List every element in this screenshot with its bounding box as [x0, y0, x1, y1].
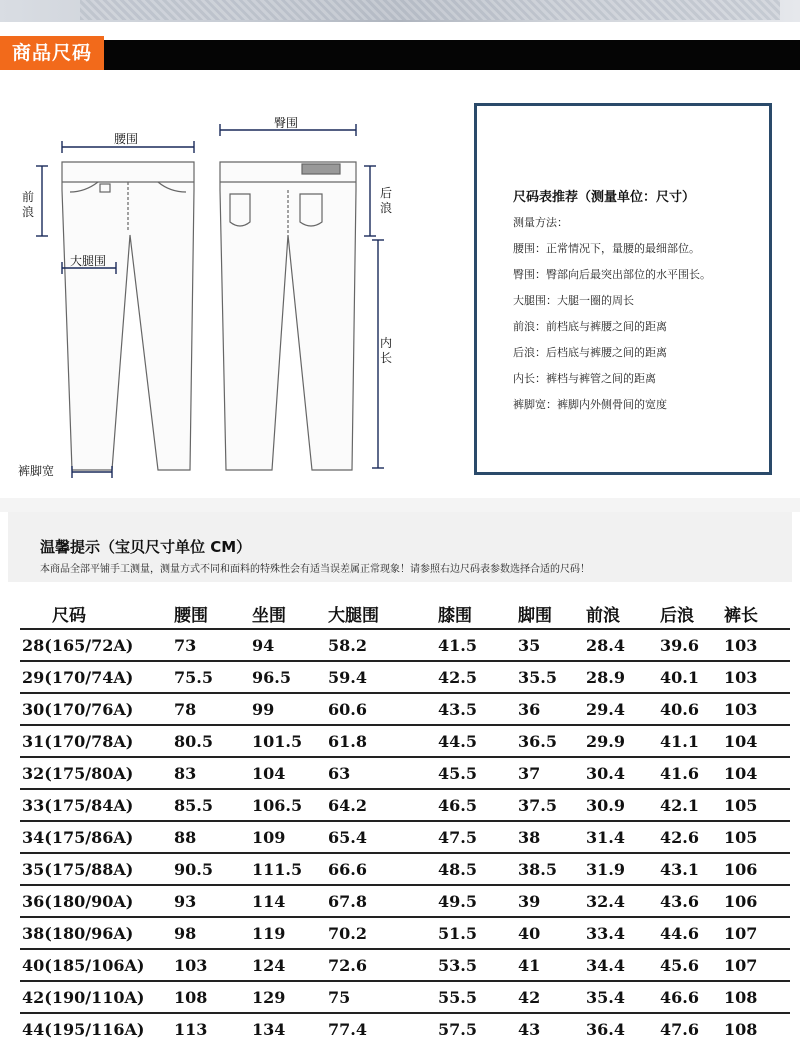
guide-item: 前浪：前档底与裤腰之间的距离	[513, 320, 667, 333]
measurement-cell: 72.6	[322, 949, 432, 981]
inseam-label: 内长	[380, 336, 393, 365]
measurement-cell: 41.6	[654, 757, 718, 789]
measurement-cell: 106	[718, 853, 790, 885]
jeans-illustration	[0, 100, 460, 490]
guide-item: 裤脚宽：裤脚内外侧骨间的宽度	[513, 398, 667, 411]
measurement-cell: 31.4	[580, 821, 654, 853]
table-row	[20, 917, 790, 949]
waist-label: 腰围	[114, 132, 139, 146]
measurement-cell: 111.5	[246, 853, 322, 885]
column-header: 大腿围	[328, 605, 379, 626]
measurement-cell: 38.5	[512, 853, 580, 885]
table-row	[20, 885, 790, 917]
size-cell: 29(170/74A)	[20, 661, 168, 693]
measurement-cell: 29.9	[580, 725, 654, 757]
measurement-cell: 75.5	[168, 661, 246, 693]
measurement-cell: 46.6	[654, 981, 718, 1013]
table-header-row	[20, 598, 790, 629]
measurement-cell: 105	[718, 789, 790, 821]
front-rise-label: 前浪	[22, 190, 35, 219]
column-header: 前浪	[586, 605, 620, 626]
measurement-cell: 53.5	[432, 949, 512, 981]
size-cell: 34(175/86A)	[20, 821, 168, 853]
measurement-cell: 129	[246, 981, 322, 1013]
back-rise-label: 后浪	[380, 186, 393, 215]
measurement-cell: 33.4	[580, 917, 654, 949]
guide-item: 臀围：臀部向后最突出部位的水平围长。	[513, 268, 711, 281]
size-cell: 42(190/110A)	[20, 981, 168, 1013]
measurement-cell: 65.4	[322, 821, 432, 853]
measurement-cell: 35.4	[580, 981, 654, 1013]
measurement-cell: 41	[512, 949, 580, 981]
guide-title: 尺码表推荐（测量单位：尺寸）	[513, 190, 696, 205]
measurement-cell: 39	[512, 885, 580, 917]
measurement-cell: 70.2	[322, 917, 432, 949]
measurement-cell: 49.5	[432, 885, 512, 917]
table-row	[20, 725, 790, 757]
measurement-cell: 107	[718, 917, 790, 949]
measurement-cell: 46.5	[432, 789, 512, 821]
size-cell: 28(165/72A)	[20, 629, 168, 661]
column-header: 后浪	[660, 605, 694, 626]
column-header: 膝围	[438, 605, 472, 626]
measurement-cell: 63	[322, 757, 432, 789]
size-cell: 31(170/78A)	[20, 725, 168, 757]
guide-item: 内长：裤档与裤管之间的距离	[513, 372, 656, 385]
product-photo-strip	[0, 0, 800, 22]
guide-item: 后浪：后档底与裤腰之间的距离	[513, 346, 667, 359]
measurement-cell: 96.5	[246, 661, 322, 693]
table-row	[20, 693, 790, 725]
measurement-cell: 103	[168, 949, 246, 981]
measurement-cell: 73	[168, 629, 246, 661]
measurement-cell: 38	[512, 821, 580, 853]
size-notice	[8, 512, 792, 582]
measurement-cell: 39.6	[654, 629, 718, 661]
notice-text: 本商品全部平铺手工测量，测量方式不同和面料的特殊性会有适当误差属正常现象！请参照右边尺码表参数选择合适的尺码！	[40, 564, 590, 575]
table-row	[20, 981, 790, 1013]
measurement-cell: 106.5	[246, 789, 322, 821]
leg-opening-label: 裤脚宽	[18, 464, 55, 478]
measurement-cell: 99	[246, 693, 322, 725]
measurement-cell: 42.5	[432, 661, 512, 693]
measurement-cell: 44.6	[654, 917, 718, 949]
measurement-cell: 105	[718, 821, 790, 853]
size-table-body	[20, 629, 790, 1044]
measurement-cell: 66.6	[322, 853, 432, 885]
measurement-cell: 32.4	[580, 885, 654, 917]
measurement-cell: 134	[246, 1013, 322, 1044]
table-row	[20, 661, 790, 693]
measurement-cell: 103	[718, 661, 790, 693]
measurement-cell: 119	[246, 917, 322, 949]
table-row	[20, 789, 790, 821]
jeans-diagram	[0, 100, 460, 490]
measurement-cell: 109	[246, 821, 322, 853]
measurement-cell: 108	[718, 1013, 790, 1044]
measurement-cell: 104	[246, 757, 322, 789]
table-row	[20, 757, 790, 789]
thigh-label: 大腿围	[70, 254, 107, 268]
table-row	[20, 1013, 790, 1044]
measurement-cell: 34.4	[580, 949, 654, 981]
measurement-cell: 45.5	[432, 757, 512, 789]
measurement-cell: 44.5	[432, 725, 512, 757]
table-row	[20, 949, 790, 981]
measurement-cell: 83	[168, 757, 246, 789]
measurement-cell: 103	[718, 693, 790, 725]
measurement-cell: 36.4	[580, 1013, 654, 1044]
measurement-cell: 104	[718, 725, 790, 757]
measurement-cell: 37.5	[512, 789, 580, 821]
measurement-cell: 37	[512, 757, 580, 789]
hip-label: 臀围	[274, 116, 299, 130]
guide-method: 测量方法：	[513, 216, 568, 229]
measurement-cell: 48.5	[432, 853, 512, 885]
size-table	[20, 598, 790, 1044]
column-header: 裤长	[724, 605, 758, 626]
measurement-cell: 47.5	[432, 821, 512, 853]
measurement-cell: 58.2	[322, 629, 432, 661]
measurement-cell: 113	[168, 1013, 246, 1044]
measurement-cell: 51.5	[432, 917, 512, 949]
measurement-cell: 30.4	[580, 757, 654, 789]
measurement-cell: 61.8	[322, 725, 432, 757]
measurement-cell: 29.4	[580, 693, 654, 725]
measurement-cell: 40.6	[654, 693, 718, 725]
measurement-cell: 36.5	[512, 725, 580, 757]
size-cell: 33(175/84A)	[20, 789, 168, 821]
measurement-cell: 98	[168, 917, 246, 949]
measurement-cell: 36	[512, 693, 580, 725]
measurement-cell: 94	[246, 629, 322, 661]
measurement-cell: 59.4	[322, 661, 432, 693]
measurement-cell: 104	[718, 757, 790, 789]
column-header: 坐围	[252, 605, 286, 626]
measurement-cell: 28.9	[580, 661, 654, 693]
measurement-cell: 42.6	[654, 821, 718, 853]
size-cell: 44(195/116A)	[20, 1013, 168, 1044]
column-header: 腰围	[174, 605, 208, 626]
measurement-cell: 41.1	[654, 725, 718, 757]
measurement-cell: 67.8	[322, 885, 432, 917]
section-divider	[0, 498, 800, 512]
measurement-cell: 101.5	[246, 725, 322, 757]
measurement-cell: 43.5	[432, 693, 512, 725]
measurement-cell: 85.5	[168, 789, 246, 821]
column-header: 尺码	[52, 605, 86, 626]
measurement-cell: 28.4	[580, 629, 654, 661]
measurement-cell: 106	[718, 885, 790, 917]
table-row	[20, 821, 790, 853]
size-cell: 35(175/88A)	[20, 853, 168, 885]
column-header: 脚围	[518, 605, 552, 626]
measurement-cell: 55.5	[432, 981, 512, 1013]
measurement-cell: 90.5	[168, 853, 246, 885]
measurement-cell: 108	[718, 981, 790, 1013]
measurement-cell: 35.5	[512, 661, 580, 693]
measurement-cell: 60.6	[322, 693, 432, 725]
size-cell: 30(170/76A)	[20, 693, 168, 725]
measurement-cell: 43	[512, 1013, 580, 1044]
measurement-cell: 43.6	[654, 885, 718, 917]
measurement-cell: 124	[246, 949, 322, 981]
measurement-cell: 88	[168, 821, 246, 853]
size-cell: 38(180/96A)	[20, 917, 168, 949]
size-cell: 32(175/80A)	[20, 757, 168, 789]
measurement-cell: 42.1	[654, 789, 718, 821]
measurement-cell: 78	[168, 693, 246, 725]
measurement-cell: 64.2	[322, 789, 432, 821]
guide-item: 大腿围：大腿一圈的周长	[513, 294, 634, 307]
measurement-cell: 103	[718, 629, 790, 661]
measurement-cell: 40	[512, 917, 580, 949]
measurement-cell: 114	[246, 885, 322, 917]
measurement-cell: 31.9	[580, 853, 654, 885]
section-header-bar	[0, 40, 800, 70]
guide-item: 腰围：正常情况下，量腰的最细部位。	[513, 242, 700, 255]
measurement-cell: 47.6	[654, 1013, 718, 1044]
table-row	[20, 853, 790, 885]
measurement-cell: 42	[512, 981, 580, 1013]
measurement-cell: 45.6	[654, 949, 718, 981]
measurement-cell: 40.1	[654, 661, 718, 693]
size-cell: 40(185/106A)	[20, 949, 168, 981]
measurement-cell: 107	[718, 949, 790, 981]
measurement-guide	[474, 103, 772, 475]
measurement-cell: 80.5	[168, 725, 246, 757]
section-header-tab: 商品尺码	[0, 36, 104, 70]
table-row	[20, 629, 790, 661]
measurement-cell: 108	[168, 981, 246, 1013]
measurement-cell: 43.1	[654, 853, 718, 885]
size-cell: 36(180/90A)	[20, 885, 168, 917]
measurement-cell: 30.9	[580, 789, 654, 821]
measurement-cell: 35	[512, 629, 580, 661]
notice-title: 温馨提示（宝贝尺寸单位 CM）	[40, 538, 252, 556]
measurement-cell: 77.4	[322, 1013, 432, 1044]
measurement-cell: 75	[322, 981, 432, 1013]
measurement-cell: 41.5	[432, 629, 512, 661]
measurement-cell: 93	[168, 885, 246, 917]
measurement-cell: 57.5	[432, 1013, 512, 1044]
